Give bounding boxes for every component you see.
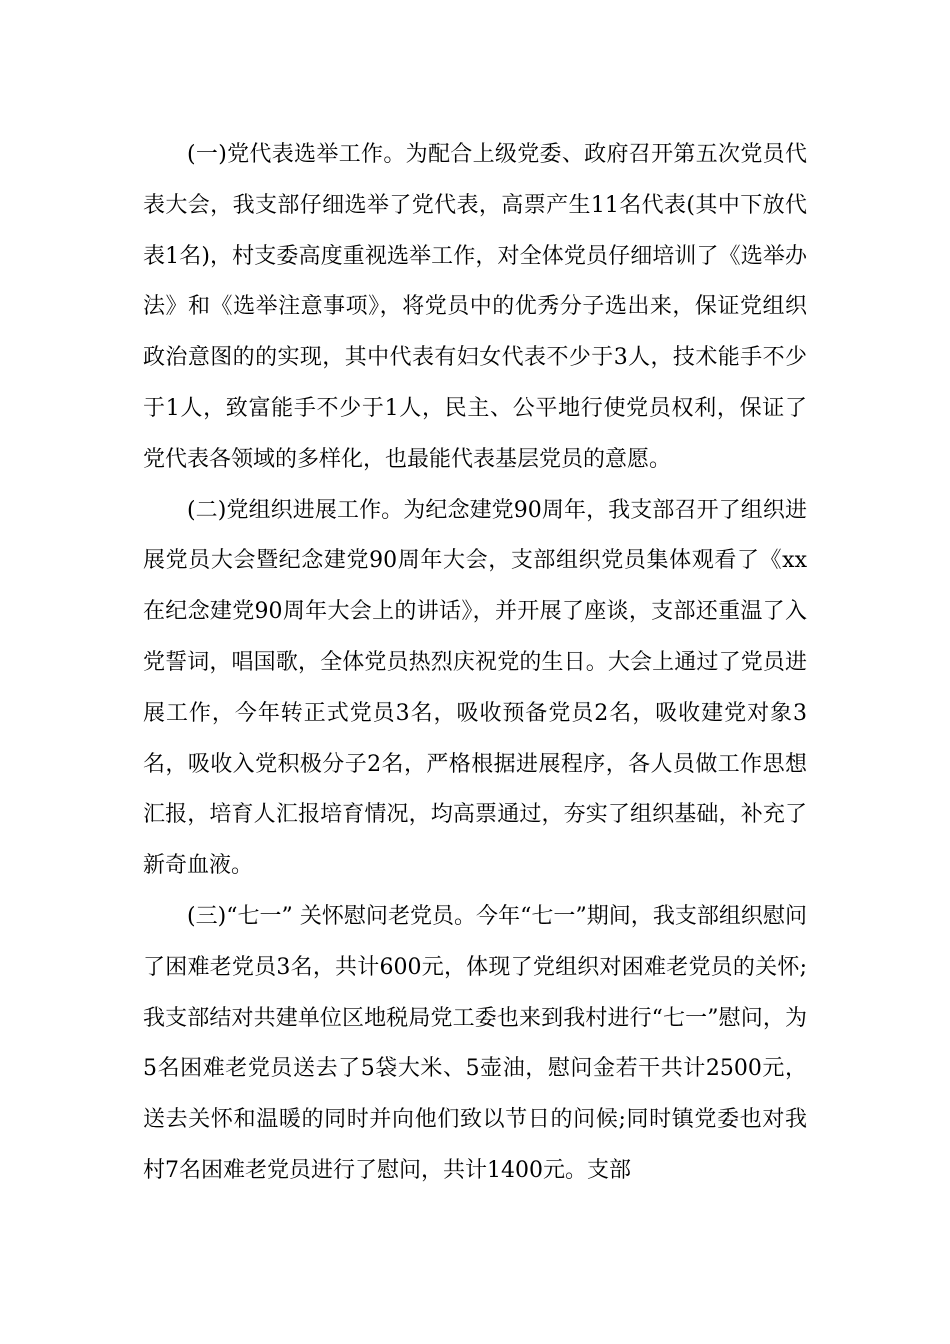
paragraph-election: (一)党代表选举工作。为配合上级党委、政府召开第五次党员代表大会，我支部仔细选举了党代表，高票产生11名代表(其中下放代表1名)，村支委高度重视选举工作，对全体党员仔细培训了《选举办法》和《选举注意事项》，将党员中的优秀分子选出来，保证党组织政治意图的的实现，其中代表有妇女代表不少于3人，技术能手不少于1人，致富能手不少于1人，民主、公平地行使党员权利，保证了党代表各领域的多样化，也最能代表基层党员的意愿。: [143, 142, 807, 472]
document-body: [143, 130, 807, 1197]
paragraph-july-first: (三)“七一” 关怀慰问老党员。今年“七一”期间，我支部组织慰问了困难老党员3名，共计600元，体现了党组织对困难老党员的关怀;我支部结对共建单位区地税局党工委也来到我村进行“七一”慰问，为5名困难老党员送去了5袋大米、5壶油，慰问金若干共计2500元，送去关怀和温暖的同时并向他们致以节日的问候;同时镇党委也对我村7名困难老党员进行了慰问，共计1400元。支部: [143, 903, 807, 1183]
paragraph-organization: (二)党组织进展工作。为纪念建党90周年，我支部召开了组织进展党员大会暨纪念建党90周年大会，支部组织党员集体观看了《xx在纪念建党90周年大会上的讲话》，并开展了座谈，支部还重温了入党誓词，唱国歌，全体党员热烈庆祝党的生日。大会上通过了党员进展工作，今年转正式党员3名，吸收预备党员2名，吸收建党对象3名，吸收入党积极分子2名，严格根据进展程序，各人员做工作思想汇报，培育人汇报培育情况，均高票通过，夯实了组织基础，补充了新奇血液。: [143, 497, 807, 879]
